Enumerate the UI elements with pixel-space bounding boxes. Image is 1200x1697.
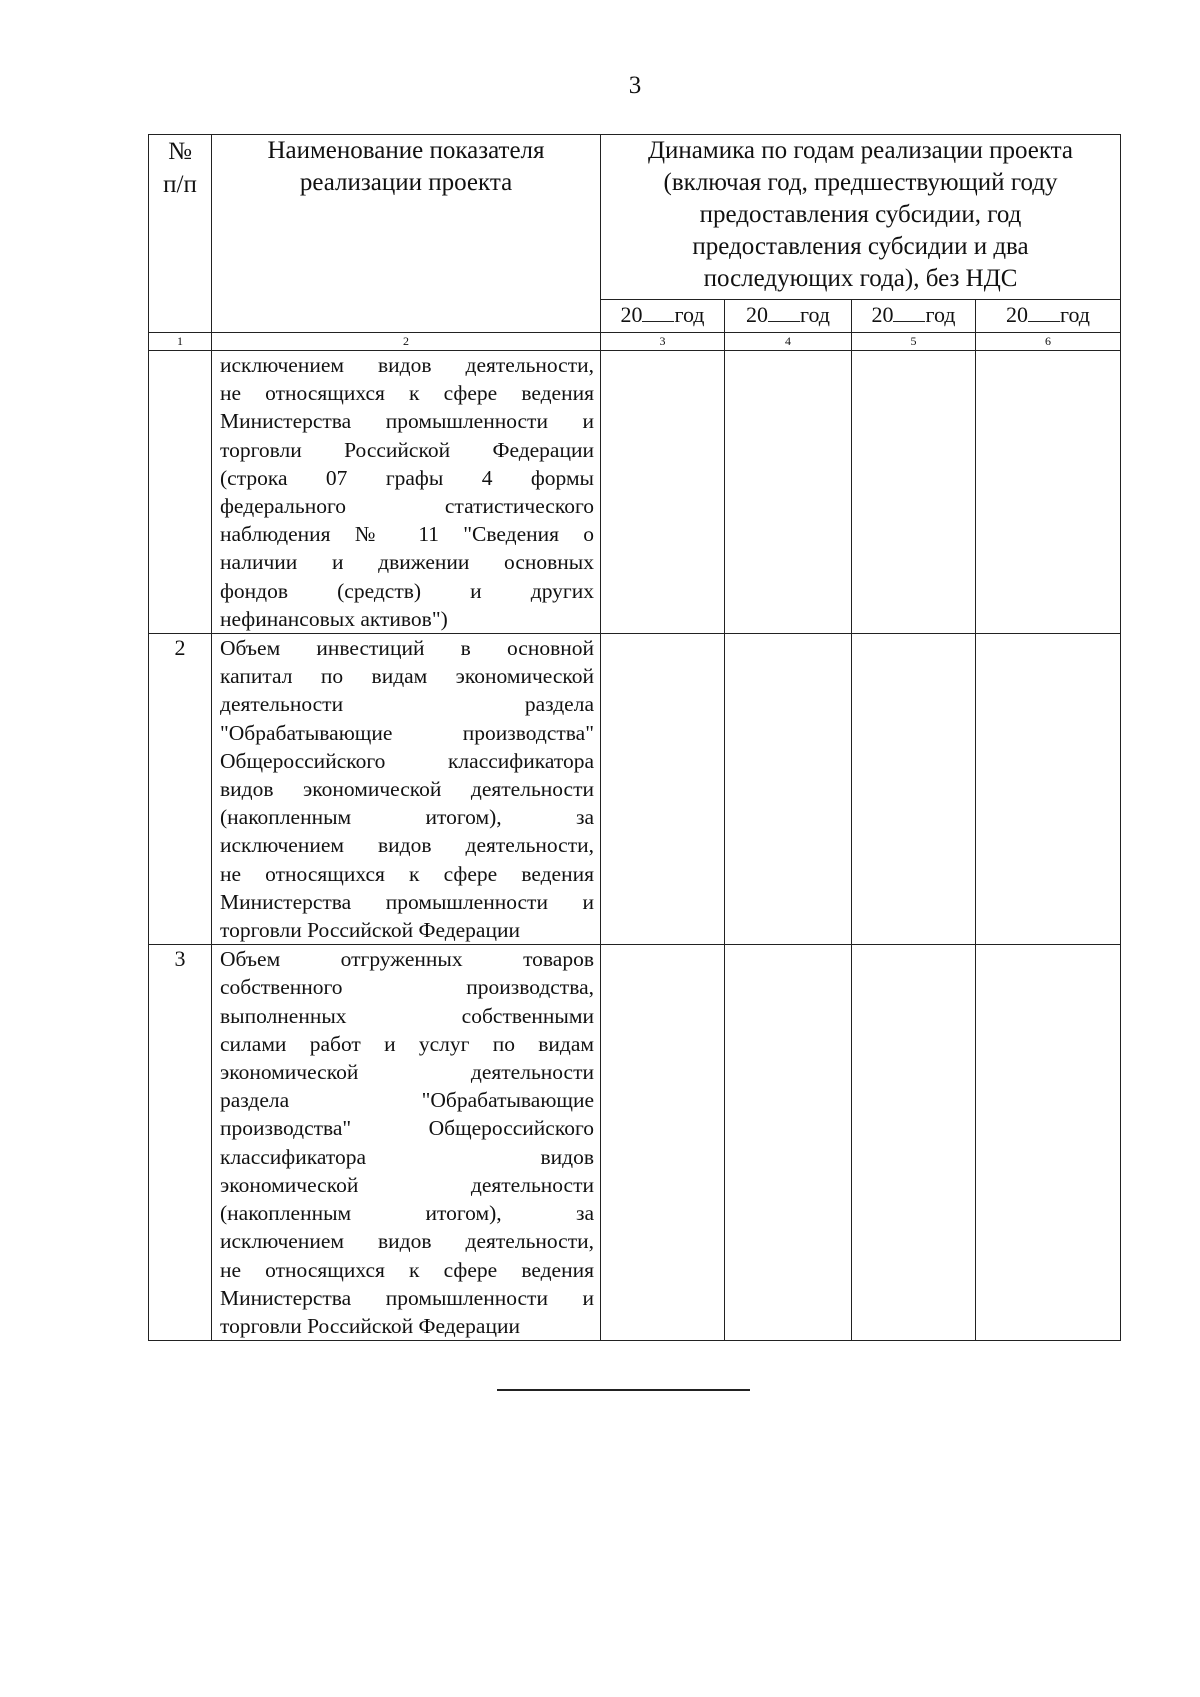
year-header <box>725 300 852 333</box>
year-value-cell <box>725 351 852 634</box>
year-value-cell <box>725 634 852 945</box>
page-number: 3 <box>628 72 642 99</box>
description-line: выполненных собственными <box>220 1003 594 1028</box>
header-name-line: Наименование показателя <box>267 137 545 164</box>
indicator-description <box>212 351 601 634</box>
description-line: "Обрабатывающие производства" <box>220 720 594 745</box>
indicators-table <box>148 134 1121 1341</box>
description-line: производства" Общероссийского <box>220 1116 594 1141</box>
year-value-cell <box>852 945 976 1341</box>
description-line: экономической деятельности <box>220 1172 594 1197</box>
description-line: Министерства промышленности и <box>220 1285 594 1310</box>
year-prefix: 20 <box>745 302 768 327</box>
description-line: Министерства промышленности и <box>220 889 594 914</box>
row-number: 2 <box>149 634 212 945</box>
description-line: не относящихся к сфере ведения <box>220 381 594 406</box>
header-number-column <box>149 135 212 333</box>
description-line: экономической деятельности <box>220 1060 594 1085</box>
column-index: 4 <box>725 333 852 351</box>
table-row <box>149 634 1121 945</box>
table-row <box>149 945 1121 1341</box>
description-line: Общероссийского классификатора <box>220 748 594 773</box>
column-index: 5 <box>852 333 976 351</box>
indicator-description <box>212 634 601 945</box>
description-line: Министерства промышленности и <box>220 409 594 434</box>
description-line: федерального статистического <box>220 494 594 519</box>
header-name-column <box>212 135 601 333</box>
column-index: 1 <box>149 333 212 351</box>
year-prefix: 20 <box>620 302 643 327</box>
description-line: не относящихся к сфере ведения <box>220 861 594 886</box>
year-header <box>852 300 976 333</box>
year-blank <box>893 301 925 322</box>
description-line: раздела "Обрабатывающие <box>220 1088 594 1113</box>
description-line: (накопленным итогом), за <box>220 805 594 830</box>
table-row <box>149 351 1121 634</box>
header-row <box>149 135 1121 300</box>
header-name-line: реализации проекта <box>299 169 513 196</box>
year-suffix: год <box>674 302 705 327</box>
column-index: 6 <box>976 333 1121 351</box>
year-blank <box>642 301 674 322</box>
year-suffix: год <box>799 302 831 327</box>
description-line: наблюдения № 11 "Сведения о <box>220 522 594 547</box>
header-dynamics-line: последующих года), без НДС <box>703 265 1018 292</box>
header-dynamics-line: предоставления субсидии и два <box>692 233 1029 260</box>
column-index: 2 <box>212 333 601 351</box>
year-prefix: 20 <box>1005 302 1028 327</box>
header-dynamics-line: (включая год, предшествующий году <box>663 169 1058 196</box>
header-number-line: п/п <box>163 171 197 198</box>
header-dynamics-line: предоставления субсидии, год <box>699 201 1022 228</box>
column-index-row <box>149 333 1121 351</box>
year-value-cell <box>725 945 852 1341</box>
description-line: капитал по видам экономической <box>220 664 594 689</box>
description-line: исключением видов деятельности, <box>220 833 594 858</box>
year-value-cell <box>601 634 725 945</box>
description-line: фондов (средств) и других <box>220 578 594 603</box>
description-line: силами работ и услуг по видам <box>220 1031 594 1056</box>
description-line: классификатора видов <box>220 1144 594 1169</box>
description-line: не относящихся к сфере ведения <box>220 1257 594 1282</box>
description-line: исключением видов деятельности, <box>220 353 594 377</box>
description-line: наличии и движении основных <box>220 550 594 575</box>
description-line: торговли Российской Федерации <box>220 437 594 462</box>
row-number <box>149 351 212 634</box>
year-blank <box>1028 301 1060 322</box>
year-value-cell <box>976 945 1121 1341</box>
header-dynamics-line: Динамика по годам реализации проекта <box>648 137 1073 164</box>
description-line: торговли Российской Федерации <box>220 918 520 943</box>
end-of-document-rule <box>497 1389 750 1391</box>
row-number: 3 <box>149 945 212 1341</box>
year-value-cell <box>601 351 725 634</box>
description-line: торговли Российской Федерации <box>220 1313 520 1338</box>
description-line: (накопленным итогом), за <box>220 1201 594 1226</box>
year-header <box>601 300 725 333</box>
description-line: собственного производства, <box>220 975 594 1000</box>
description-line: исключением видов деятельности, <box>220 1229 594 1254</box>
description-line: деятельности раздела <box>220 692 594 717</box>
year-header <box>976 300 1121 333</box>
header-number-line: № <box>168 138 192 165</box>
description-line: Объем инвестиций в основной <box>220 636 594 661</box>
column-index: 3 <box>601 333 725 351</box>
year-blank <box>768 301 800 322</box>
description-line: (строка 07 графы 4 формы <box>220 465 594 490</box>
year-value-cell <box>601 945 725 1341</box>
description-line: Объем отгруженных товаров <box>220 947 594 972</box>
year-value-cell <box>852 351 976 634</box>
description-line: видов экономической деятельности <box>220 777 594 802</box>
description-line: нефинансовых активов") <box>220 606 448 631</box>
header-dynamics-column <box>601 135 1121 300</box>
year-suffix: год <box>1059 302 1091 327</box>
year-value-cell <box>976 351 1121 634</box>
year-suffix: год <box>925 302 956 327</box>
year-prefix: 20 <box>871 302 894 327</box>
year-value-cell <box>852 634 976 945</box>
year-value-cell <box>976 634 1121 945</box>
indicator-description <box>212 945 601 1341</box>
